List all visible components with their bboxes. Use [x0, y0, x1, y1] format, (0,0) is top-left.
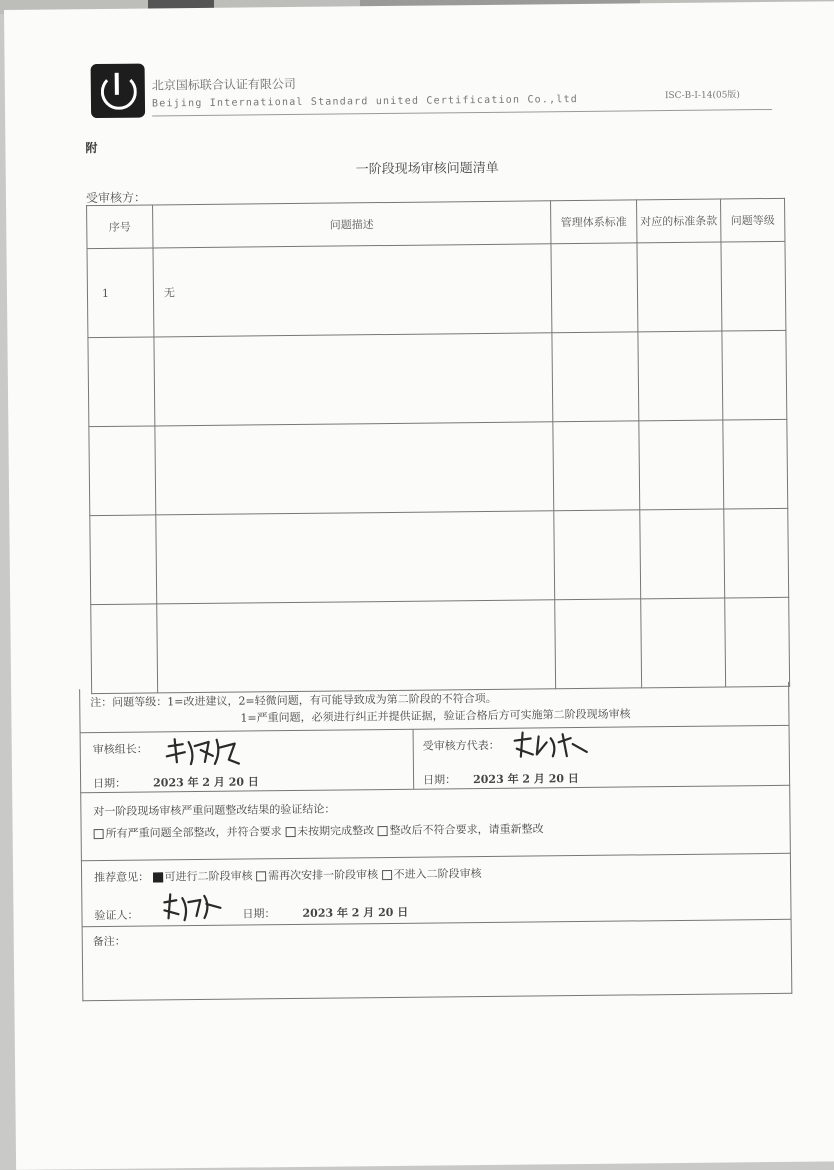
rec-option-2: 需再次安排一阶段审核	[268, 868, 379, 883]
verifier-signature	[160, 890, 224, 925]
verify-option-3: 整改后不符合要求，请重新整改	[389, 822, 544, 838]
cell-level	[723, 419, 788, 509]
col-header-description: 问题描述	[153, 201, 551, 248]
cell-description	[155, 422, 554, 515]
col-header-level: 问题等级	[721, 198, 785, 242]
table-row	[88, 330, 787, 426]
cell-seq: 1	[87, 248, 154, 338]
auditee-label: 受审核方：	[85, 190, 147, 206]
cell-seq	[88, 337, 155, 427]
cell-description: 无	[153, 244, 552, 337]
col-header-standard: 管理体系标准	[551, 200, 637, 244]
recommendation-section	[81, 854, 792, 927]
issues-table	[86, 198, 790, 694]
table-row	[89, 419, 788, 515]
attachment-label: 附	[85, 141, 98, 156]
cell-clause	[637, 242, 722, 332]
cell-clause	[639, 420, 724, 510]
col-header-clause: 对应的标准条款	[637, 199, 721, 243]
rec-checkbox-2[interactable]	[256, 871, 266, 881]
note-line-1: 注：问题等级：1=改进建议，2=轻微问题，有可能导致成为第二阶段的不符合项。	[90, 691, 497, 710]
verify-checkbox-3[interactable]	[378, 826, 388, 836]
cell-description	[156, 511, 555, 604]
verify-checkbox-2[interactable]	[285, 827, 295, 837]
table-row	[91, 597, 790, 693]
leader-signature	[165, 734, 245, 769]
verifier-date-label: 日期：	[242, 907, 276, 921]
cell-level	[725, 597, 790, 687]
rec-checkbox-3[interactable]	[382, 870, 392, 880]
col-header-seq: 序号	[87, 205, 153, 249]
cell-level	[724, 508, 789, 598]
cell-seq	[90, 515, 157, 605]
company-name-en: Beijing International Standard united Certification Co.,ltd	[151, 93, 579, 110]
verify-checkbox-1[interactable]	[94, 829, 104, 839]
cell-standard	[554, 510, 641, 600]
verifier-label: 验证人：	[94, 908, 139, 923]
cell-clause	[641, 598, 726, 688]
leader-date: 2023 年 2 月 20 日	[153, 775, 259, 790]
cell-clause	[638, 331, 723, 421]
document-page	[4, 1, 834, 1170]
table-header-row	[87, 198, 785, 248]
page-title: 一阶段现场审核问题清单	[355, 160, 499, 178]
cell-description	[157, 600, 556, 693]
table-row	[87, 241, 786, 337]
verifier-date: 2023 年 2 月 20 日	[302, 905, 409, 920]
verification-heading: 对一阶段现场审核严重问题整改结果的验证结论：	[93, 802, 336, 819]
header-divider	[152, 109, 772, 116]
auditee-rep-signature	[511, 730, 591, 761]
recommendation-line	[94, 865, 482, 885]
auditee-date: 2023 年 2 月 20 日	[473, 772, 579, 787]
cell-level	[721, 241, 786, 331]
cell-standard	[552, 332, 639, 422]
leader-label: 审核组长：	[92, 742, 148, 757]
verify-option-2: 未按期完成整改	[297, 824, 375, 838]
company-name-cn: 北京国标联合认证有限公司	[151, 76, 296, 93]
cell-level	[722, 330, 787, 420]
signoff-section	[80, 726, 791, 793]
level-note	[79, 682, 789, 733]
leader-date-label: 日期：	[93, 776, 127, 791]
cell-seq	[89, 426, 156, 516]
form-number: ISC-B-I-14(05版)	[664, 90, 740, 102]
rec-option-1: 可进行二阶段审核	[164, 869, 253, 884]
company-logo-icon	[91, 64, 146, 119]
auditee-rep-label: 受审核方代表：	[422, 738, 500, 753]
verify-option-1: 所有严重问题全部整改，并符合要求	[105, 825, 282, 840]
cell-standard	[555, 599, 642, 689]
cell-clause	[640, 509, 725, 599]
note-line-2: 1=严重问题，必须进行纠正并提供证据，验证合格后方可实施第二阶段现场审核	[240, 707, 631, 725]
cell-standard	[551, 243, 638, 333]
rec-checkbox-1[interactable]	[153, 872, 163, 882]
table-row	[90, 508, 789, 604]
cell-description	[154, 333, 553, 426]
recommendation-label: 推荐意见：	[94, 870, 150, 885]
auditee-date-label: 日期：	[423, 773, 457, 787]
rec-option-3: 不进入二阶段审核	[393, 867, 482, 881]
remarks-label: 备注：	[92, 934, 126, 949]
cell-seq	[91, 604, 158, 694]
verification-section	[80, 786, 791, 861]
cell-standard	[553, 421, 640, 511]
remarks-section	[82, 920, 793, 1001]
